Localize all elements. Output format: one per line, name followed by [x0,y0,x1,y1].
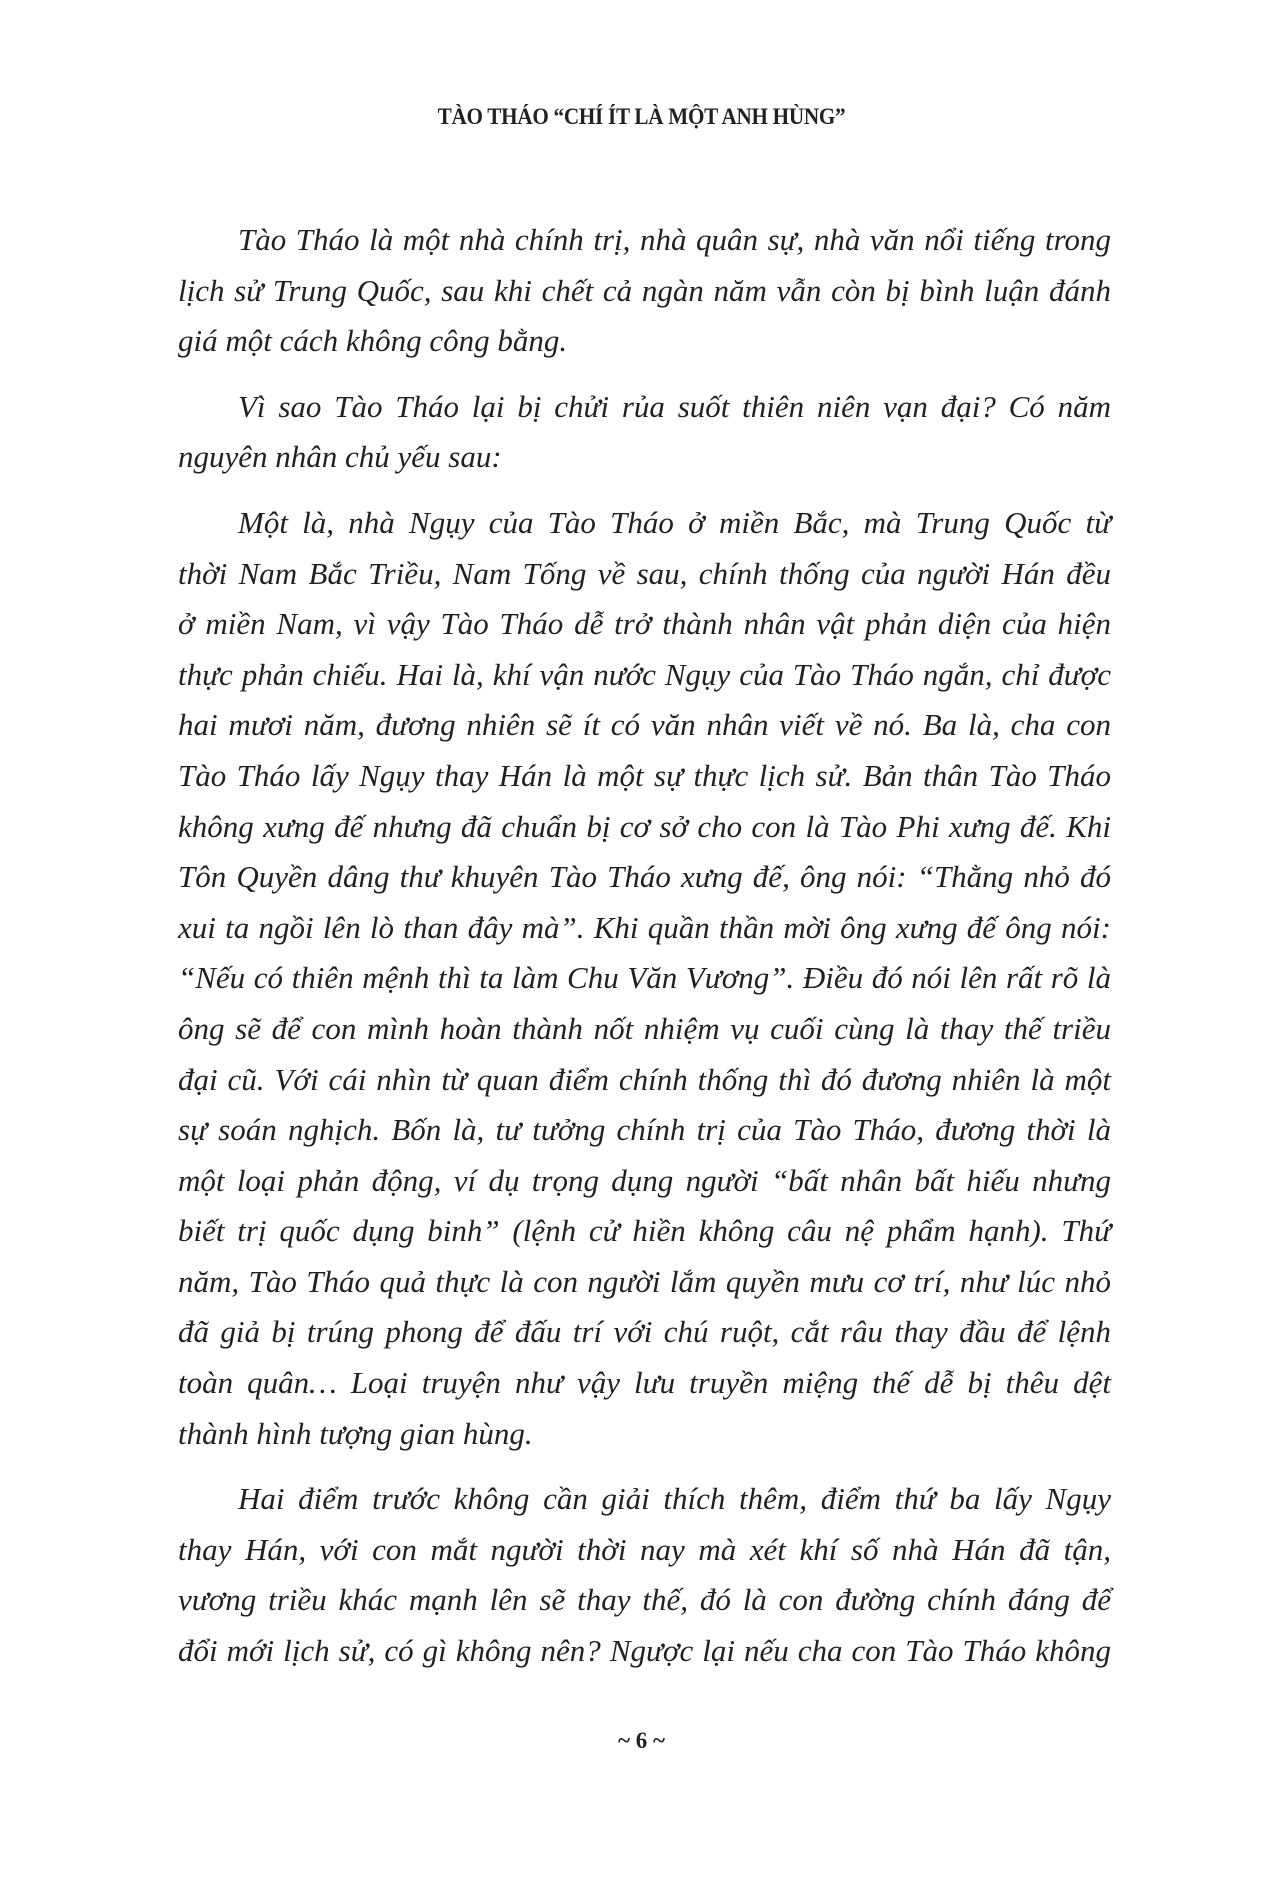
body-text [178,215,1111,1692]
paragraph [178,382,1111,483]
text-line: không xưng đế nhưng đã chuẩn bị cơ sở cho con là Tào Phi xưng đế. Khi [178,808,1111,844]
paragraph [178,1474,1111,1676]
text-line: biết trị quốc dụng binh” (lệnh cử hiền không câu nệ phẩm hạnh). Thứ [178,1213,1111,1249]
text-line: thay Hán, với con mắt người thời nay mà xét khí số nhà Hán đã tận, [178,1531,1111,1567]
text-line: hai mươi năm, đương nhiên sẽ ít có văn nhân viết về nó. Ba là, cha con [178,707,1111,743]
text-line: thời Nam Bắc Triều, Nam Tống về sau, chính thống của người Hán đều [178,555,1111,591]
text-line: một loại phản động, ví dụ trọng dụng người “bất nhân bất hiếu nhưng [178,1162,1111,1198]
text-line: ở miền Nam, vì vậy Tào Tháo dễ trở thành nhân vật phản diện của hiện [178,606,1111,642]
text-line: thành hình tượng gian hùng. [178,1415,533,1451]
text-line: giá một cách không công bằng. [178,323,568,359]
text-line: vương triều khác mạnh lên sẽ thay thế, đó là con đường chính đáng để [178,1582,1111,1618]
paragraph [178,215,1111,367]
running-header-title: TÀO THÁO “CHÍ ÍT LÀ MỘT ANH HÙNG” [437,104,846,129]
text-line: thực phản chiếu. Hai là, khí vận nước Ngụy của Tào Tháo ngắn, chỉ được [178,656,1111,692]
paragraph [178,498,1111,1459]
text-line: xui ta ngồi lên lò than đây mà”. Khi quần thần mời ông xưng đế ông nói: [178,909,1111,945]
text-line: Tào Tháo là một nhà chính trị, nhà quân sự, nhà văn nổi tiếng trong [238,222,1111,257]
page-number: ~ 6 ~ [618,1728,665,1753]
text-line: ông sẽ để con mình hoàn thành nốt nhiệm vụ cuối cùng là thay thế triều [178,1010,1111,1046]
text-line: đại cũ. Với cái nhìn từ quan điểm chính thống thì đó đương nhiên là một [178,1061,1111,1097]
text-line: sự soán nghịch. Bốn là, tư tưởng chính trị của Tào Tháo, đương thời là [178,1112,1111,1148]
text-line: năm, Tào Tháo quả thực là con người lắm quyền mưu cơ trí, như lúc nhỏ [178,1263,1111,1299]
text-line: Vì sao Tào Tháo lại bị chửi rủa suốt thiên niên vạn đại? Có năm [238,388,1111,424]
text-line: “Nếu có thiên mệnh thì ta làm Chu Văn Vương”. Điều đó nói lên rất rõ là [178,960,1111,996]
text-line: lịch sử Trung Quốc, sau khi chết cả ngàn năm vẫn còn bị bình luận đánh [178,272,1111,308]
text-line: Một là, nhà Ngụy của Tào Tháo ở miền Bắc, mà Trung Quốc từ [238,504,1111,540]
text-line: nguyên nhân chủ yếu sau: [178,439,502,475]
text-line: toàn quân… Loại truyện như vậy lưu truyền miệng thế dễ bị thêu dệt [178,1365,1111,1401]
text-line: đã giả bị trúng phong để đấu trí với chú ruột, cắt râu thay đầu để lệnh [178,1314,1111,1350]
text-line: Hai điểm trước không cần giải thích thêm, điểm thứ ba lấy Ngụy [238,1481,1111,1517]
text-line: đổi mới lịch sử, có gì không nên? Ngược lại nếu cha con Tào Tháo không [178,1633,1111,1669]
text-line: Tào Tháo lấy Ngụy thay Hán là một sự thực lịch sử. Bản thân Tào Tháo [178,757,1111,793]
text-line: Tôn Quyền dâng thư khuyên Tào Tháo xưng đế, ông nói: “Thằng nhỏ đó [178,859,1111,895]
